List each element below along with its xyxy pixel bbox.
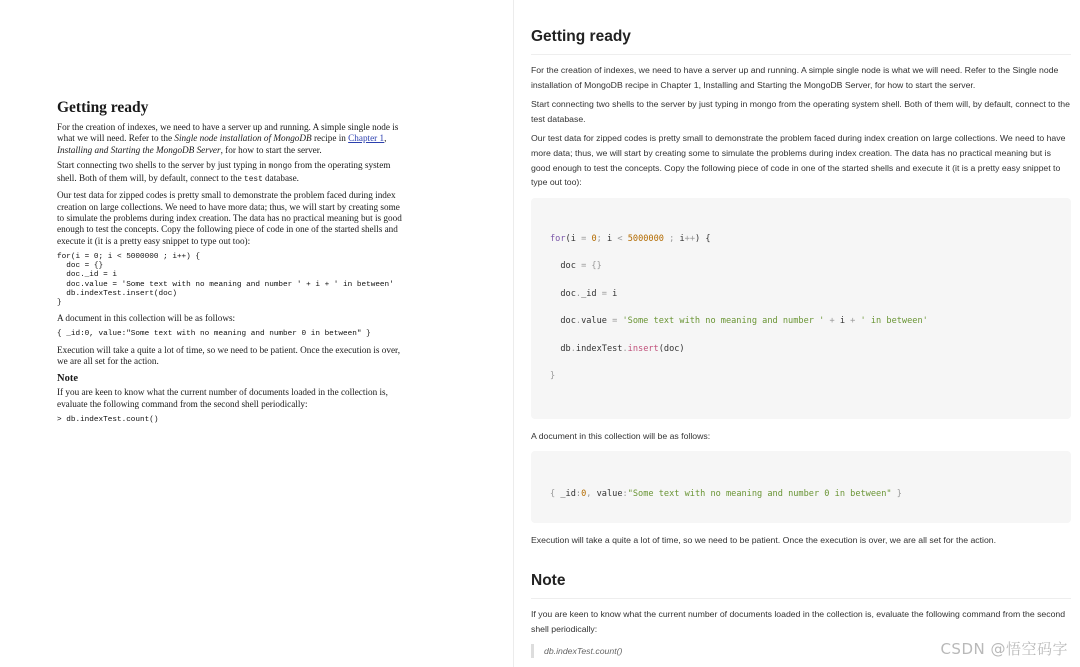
md-test-data-paragraph: Our test data for zipped codes is pretty small to demonstrate the problem faced during index creation on large collections. We need to have more data; thus, we will start by creating some to simulate the problems during index creation. The data has no practical meaning but is good enough to test the concepts. Copy the following piece of code in one of the started shells and execute it (it is a pretty easy snippet to type out too): [531, 133, 1066, 188]
note-heading: Note [57, 373, 78, 385]
document-code-line: { _id:0, value:"Some text with no meaning and number 0 in between" } [550, 489, 902, 500]
chapter-link[interactable]: Chapter 1 [348, 133, 385, 144]
count-code-block: > db.indexTest.count() [57, 415, 159, 424]
md-execution-paragraph: Execution will take a quite a lot of time, so we need to be patient. Once the execution is over, we are all set for the action. [531, 535, 997, 546]
md-count-quote: db.indexTest.count() [531, 644, 1071, 658]
document-paragraph: A document in this collection will be as follows: [57, 313, 236, 324]
getting-ready-heading: Getting ready [57, 99, 149, 116]
shell-paragraph: Start connecting two shells to the server by just typing in mongo from the operating system shell. Both of them will, by default, connect to the test database. [57, 159, 391, 185]
md-note-heading: Note [531, 572, 1071, 599]
md-document-paragraph: A document in this collection will be as follows: [531, 430, 711, 441]
markdown-pane [515, 0, 1080, 667]
md-note-paragraph: If you are keen to know what the current number of documents loaded in the collection is, evaluate the following command from the second shell periodically: [531, 608, 1066, 634]
execution-paragraph: Execution will take a quite a lot of time, so we need to be patient. Once the execution is over, we are all set for the action. [57, 344, 401, 366]
md-getting-ready-heading: Getting ready [531, 28, 1071, 55]
test-data-paragraph: Our test data for zipped codes is pretty small to demonstrate the problem faced during index creation on large collections. We need to have more data; thus, we will start by creating some to simulate the problems during index creation. The data has no practical meaning but is good enough to test the concepts. Copy the following piece of code in one of the started shells and execute it (it is a pretty easy snippet to type out too): [57, 190, 402, 246]
code-line-5: db.indexTest.insert(doc) [560, 343, 685, 354]
md-insert-code-block[interactable] [531, 198, 1071, 419]
original-page-pane [0, 0, 514, 667]
code-line-1: for(i = 0; i < 5000000 ; i++) { [550, 233, 711, 244]
original-page-content [57, 99, 402, 430]
md-shell-paragraph: Start connecting two shells to the server by just typing in mongo from the operating system shell. Both of them will, by default, connect to the test database. [531, 99, 1070, 124]
code-line-4: doc.value = 'Some text with no meaning and number ' + i + ' in between' [560, 316, 928, 327]
code-line-3: doc._id = i [560, 288, 618, 299]
csdn-watermark: CSDN @悟空码字 [940, 640, 1068, 658]
md-document-code-block[interactable] [531, 451, 1071, 523]
insert-code-block: for(i = 0; i < 5000000 ; i++) { doc = {} doc._id = i doc.value = 'Some text with no meaning and number ' + i + ' in between' db.indexTest.insert(doc) } [57, 252, 394, 307]
code-line-6: } [550, 371, 556, 382]
document-code-block: { _id:0, value:"Some text with no meaning and number 0 in between" } [57, 330, 371, 339]
md-intro-paragraph: For the creation of indexes, we need to have a server up and running. A simple single node is what we will need. Refer to the Single node installation of MongoDB recipe in Chapter 1, Installing and Starting the MongoDB Server, for how to start the server. [531, 65, 1059, 90]
intro-paragraph: For the creation of indexes, we need to have a server up and running. A simple single node is what we will need. Refer to the Single node installation of MongoDB recipe in Chapter 1, Installing and Starting the MongoDB Server, for how to start the server. [57, 122, 399, 155]
note-paragraph: If you are keen to know what the current number of documents loaded in the collection is, evaluate the following command from the second shell periodically: [57, 387, 388, 409]
markdown-content [531, 0, 1071, 658]
code-line-2: doc = {} [560, 261, 602, 272]
